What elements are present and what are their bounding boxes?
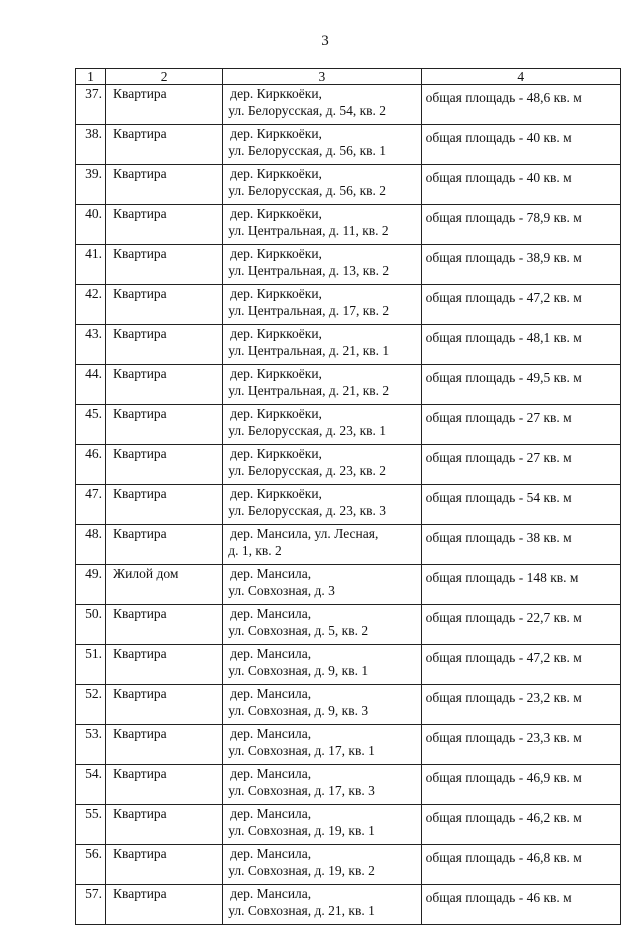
table-row: [76, 325, 621, 365]
address-line-2: ул. Совхозная, д. 21, кв. 1: [228, 902, 375, 918]
address-line-1: дер. Кирккоёки,: [230, 246, 322, 261]
property-address: [223, 445, 421, 485]
address-line-1: дер. Мансила,: [230, 646, 312, 661]
address-line-1: дер. Мансила,: [230, 566, 312, 581]
row-number: 47.: [76, 485, 106, 525]
property-area: общая площадь - 48,1 кв. м: [421, 325, 620, 365]
address-line-2: ул. Центральная, д. 17, кв. 2: [228, 302, 390, 318]
address-line-2: ул. Совхозная, д. 9, кв. 1: [228, 662, 369, 678]
address-line-1: дер. Кирккоёки,: [230, 446, 322, 461]
property-area: общая площадь - 23,3 кв. м: [421, 725, 620, 765]
row-number: 40.: [76, 205, 106, 245]
property-address: [223, 525, 421, 565]
row-number: 38.: [76, 125, 106, 165]
row-number: 57.: [76, 885, 106, 925]
address-line-2: ул. Центральная, д. 11, кв. 2: [228, 222, 389, 238]
address-line-1: дер. Мансила,: [230, 726, 312, 741]
address-line-2: ул. Центральная, д. 13, кв. 2: [228, 262, 390, 278]
address-line-1: дер. Мансила,: [230, 886, 312, 901]
address-line-2: ул. Совхозная, д. 17, кв. 1: [228, 742, 375, 758]
property-area: общая площадь - 27 кв. м: [421, 445, 620, 485]
property-area: общая площадь - 40 кв. м: [421, 125, 620, 165]
property-address: [223, 365, 421, 405]
property-area: общая площадь - 46,8 кв. м: [421, 845, 620, 885]
address-line-2: ул. Белорусская, д. 23, кв. 1: [228, 422, 387, 438]
property-type: Квартира: [106, 85, 223, 125]
address-line-2: ул. Совхозная, д. 9, кв. 3: [228, 702, 369, 718]
row-number: 45.: [76, 405, 106, 445]
property-address: [223, 165, 421, 205]
property-type: Квартира: [106, 245, 223, 285]
address-line-1: дер. Кирккоёки,: [230, 206, 322, 221]
address-line-1: дер. Кирккоёки,: [230, 286, 322, 301]
property-address: [223, 405, 421, 445]
address-line-1: дер. Кирккоёки,: [230, 166, 322, 181]
table-row: [76, 365, 621, 405]
address-line-1: дер. Кирккоёки,: [230, 326, 322, 341]
table-row: [76, 85, 621, 125]
header-col-4: 4: [421, 69, 620, 85]
table-header-row: [76, 69, 621, 85]
property-area: общая площадь - 54 кв. м: [421, 485, 620, 525]
address-line-1: дер. Кирккоёки,: [230, 406, 322, 421]
table-row: [76, 405, 621, 445]
property-type: Квартира: [106, 205, 223, 245]
header-col-1: 1: [76, 69, 106, 85]
address-line-2: ул. Белорусская, д. 23, кв. 2: [228, 462, 387, 478]
property-area: общая площадь - 47,2 кв. м: [421, 645, 620, 685]
property-address: [223, 685, 421, 725]
row-number: 49.: [76, 565, 106, 605]
address-line-2: ул. Белорусская, д. 54, кв. 2: [228, 102, 387, 118]
table-row: [76, 765, 621, 805]
property-type: Квартира: [106, 165, 223, 205]
page-number: 3: [321, 33, 329, 49]
property-type: Квартира: [106, 605, 223, 645]
property-address: [223, 645, 421, 685]
property-type: Квартира: [106, 365, 223, 405]
address-line-2: ул. Белорусская, д. 23, кв. 3: [228, 502, 387, 518]
property-area: общая площадь - 48,6 кв. м: [421, 85, 620, 125]
property-type: Квартира: [106, 685, 223, 725]
row-number: 52.: [76, 685, 106, 725]
row-number: 56.: [76, 845, 106, 885]
property-type: Квартира: [106, 285, 223, 325]
address-line-1: дер. Кирккоёки,: [230, 486, 322, 501]
address-line-2: ул. Белорусская, д. 56, кв. 1: [228, 142, 387, 158]
address-line-1: дер. Мансила,: [230, 686, 312, 701]
property-area: общая площадь - 46,9 кв. м: [421, 765, 620, 805]
header-col-2: 2: [106, 69, 223, 85]
property-address: [223, 565, 421, 605]
property-area: общая площадь - 78,9 кв. м: [421, 205, 620, 245]
address-line-2: д. 1, кв. 2: [228, 542, 282, 558]
table-row: [76, 565, 621, 605]
address-line-2: ул. Совхозная, д. 17, кв. 3: [228, 782, 375, 798]
row-number: 54.: [76, 765, 106, 805]
row-number: 51.: [76, 645, 106, 685]
address-line-2: ул. Совхозная, д. 19, кв. 1: [228, 822, 375, 838]
row-number: 53.: [76, 725, 106, 765]
address-line-2: ул. Совхозная, д. 3: [228, 582, 335, 598]
row-number: 44.: [76, 365, 106, 405]
property-area: общая площадь - 27 кв. м: [421, 405, 620, 445]
table-row: [76, 805, 621, 845]
property-area: общая площадь - 148 кв. м: [421, 565, 620, 605]
property-address: [223, 805, 421, 845]
property-type: Квартира: [106, 645, 223, 685]
table-row: [76, 285, 621, 325]
property-area: общая площадь - 46,2 кв. м: [421, 805, 620, 845]
property-type: Квартира: [106, 485, 223, 525]
table-row: [76, 205, 621, 245]
table-row: [76, 125, 621, 165]
property-area: общая площадь - 22,7 кв. м: [421, 605, 620, 645]
property-area: общая площадь - 49,5 кв. м: [421, 365, 620, 405]
property-address: [223, 205, 421, 245]
property-type: Квартира: [106, 325, 223, 365]
property-address: [223, 605, 421, 645]
table-row: [76, 605, 621, 645]
property-address: [223, 85, 421, 125]
property-address: [223, 725, 421, 765]
row-number: 50.: [76, 605, 106, 645]
row-number: 42.: [76, 285, 106, 325]
row-number: 41.: [76, 245, 106, 285]
table-row: [76, 245, 621, 285]
table-body: [76, 85, 621, 925]
property-type: Квартира: [106, 405, 223, 445]
address-line-1: дер. Кирккоёки,: [230, 366, 322, 381]
row-number: 48.: [76, 525, 106, 565]
property-area: общая площадь - 38 кв. м: [421, 525, 620, 565]
property-address: [223, 845, 421, 885]
row-number: 43.: [76, 325, 106, 365]
address-line-1: дер. Мансила, ул. Лесная,: [230, 526, 379, 541]
address-line-1: дер. Мансила,: [230, 806, 312, 821]
table-row: [76, 685, 621, 725]
property-table: [75, 68, 621, 925]
address-line-1: дер. Мансила,: [230, 846, 312, 861]
property-area: общая площадь - 46 кв. м: [421, 885, 620, 925]
property-address: [223, 245, 421, 285]
address-line-1: дер. Мансила,: [230, 766, 312, 781]
property-address: [223, 485, 421, 525]
property-type: Квартира: [106, 525, 223, 565]
row-number: 39.: [76, 165, 106, 205]
row-number: 46.: [76, 445, 106, 485]
table-row: [76, 165, 621, 205]
property-type: Квартира: [106, 845, 223, 885]
table-row: [76, 485, 621, 525]
address-line-2: ул. Белорусская, д. 56, кв. 2: [228, 182, 387, 198]
property-address: [223, 125, 421, 165]
table-row: [76, 725, 621, 765]
row-number: 55.: [76, 805, 106, 845]
address-line-1: дер. Кирккоёки,: [230, 126, 322, 141]
row-number: 37.: [76, 85, 106, 125]
address-line-1: дер. Кирккоёки,: [230, 86, 322, 101]
property-address: [223, 285, 421, 325]
address-line-2: ул. Совхозная, д. 19, кв. 2: [228, 862, 375, 878]
address-line-1: дер. Мансила,: [230, 606, 312, 621]
property-area: общая площадь - 23,2 кв. м: [421, 685, 620, 725]
property-area: общая площадь - 40 кв. м: [421, 165, 620, 205]
table-row: [76, 645, 621, 685]
property-type: Квартира: [106, 805, 223, 845]
table-row: [76, 845, 621, 885]
property-address: [223, 765, 421, 805]
address-line-2: ул. Центральная, д. 21, кв. 2: [228, 382, 390, 398]
property-address: [223, 325, 421, 365]
table-row: [76, 525, 621, 565]
property-type: Квартира: [106, 765, 223, 805]
property-area: общая площадь - 38,9 кв. м: [421, 245, 620, 285]
property-type: Квартира: [106, 725, 223, 765]
property-type: Жилой дом: [106, 565, 223, 605]
address-line-2: ул. Совхозная, д. 5, кв. 2: [228, 622, 369, 638]
table-row: [76, 445, 621, 485]
property-type: Квартира: [106, 885, 223, 925]
header-col-3: 3: [223, 69, 421, 85]
property-type: Квартира: [106, 125, 223, 165]
property-type: Квартира: [106, 445, 223, 485]
address-line-2: ул. Центральная, д. 21, кв. 1: [228, 342, 390, 358]
property-area: общая площадь - 47,2 кв. м: [421, 285, 620, 325]
